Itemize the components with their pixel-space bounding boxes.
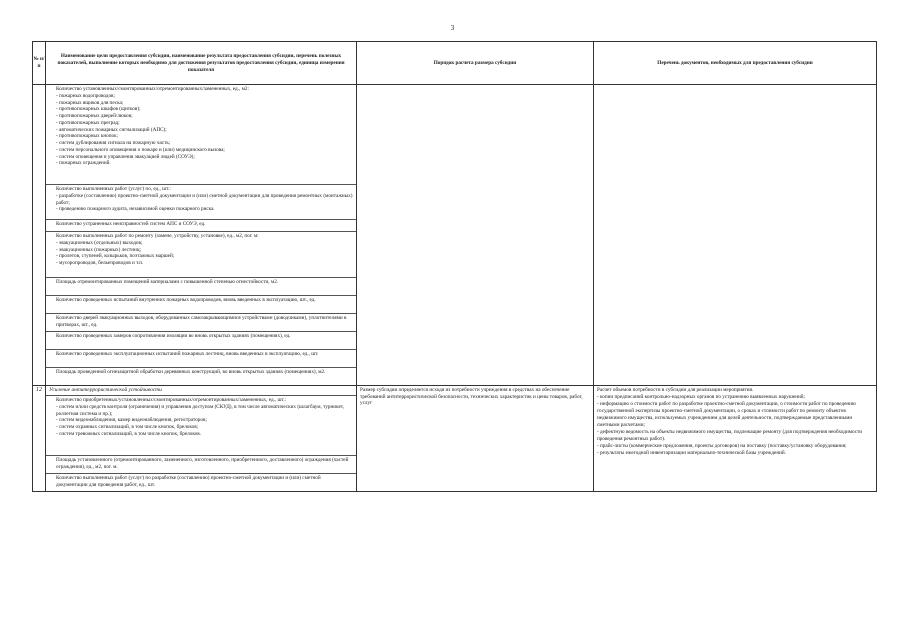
table-row-section-12 (33, 386, 877, 492)
indicator-block: Количество приобретенных/установленных/смонтированных/отремонтированных/замененных, ед., шт.: - систем и/или средств контроля (ограничения) и управления доступом (СКУД), в том числе автоматических (шлагбаум, турникет, роллетная система и пр.); - систем видеонаблюдения, камер видеонаблюдения, регистраторов; - систем охранных сигнализаций, в том числе кнопок, брелоков; - систем тревожных сигнализаций, в том числе кнопок, брелоков. (46, 396, 356, 456)
indicator-block: Количество устраненных неисправностей систем АПС и СОУЭ, ед. (46, 220, 356, 232)
section-title: Усиление антитеррористической устойчивости (46, 386, 356, 396)
indicator-block: Количество проведенных замеров сопротивления изоляции во вновь открытых зданиях (помещениях), ед. (46, 332, 356, 350)
table-row-continued (33, 85, 877, 386)
section-number: 12 (33, 386, 46, 492)
indicator-block: Количество выполненных работ (услуг) по, ед., шт.: - разработке (составлению) проектно-сметной документации и (или) сметной документации для проведения ремонтных (монтажных) работ; - проведению пожарного аудита, независимой оценки пожарного риска. (46, 185, 356, 220)
header-number: № п/п (33, 42, 46, 85)
calculation-text: Размер субсидии определяется исходя из потребности учреждения в средствах на обеспечение требований антитеррористической безопасности, технических характеристик и цены товаров, работ, услуг (360, 387, 583, 407)
cell-documents (594, 386, 877, 492)
indicator-block: Площадь проведенной огнезащитной обработки деревянных конструкций, во вновь открытых зданиях (помещениях), м2. (56, 369, 326, 375)
indicator-block: Количество установленных/смонтированных/отремонтированных/замененных, ед., м2: - пожарных водопроводов; - пожарных ящиков для песка; - противопожарных шкафов (щитков); - противопожарных дверей/люков; - противопожарных преград; - автоматических пожарных сигнализаций (АПС); - противопожарных кнопок; - систем дублирования сигнала на пожарную часть; - систем персонального оповещения о пожаре и (или) медицинского вызова; - систем оповещения и управления эвакуацией людей (СОУЭ); - пожарных ограждений. (46, 85, 356, 185)
cell-calculation-empty (357, 85, 594, 386)
indicator-block: Количество проведенных испытаний внутренних пожарных водопроводов, вновь введенных в эксплуатацию, шт., ед. (46, 296, 356, 314)
indicator-block: Площадь установленного (отремонтированного, замененного, изготовленного, приобретенного, доставленного) ограждения (частей ограждения), ед., м2, пог. м. (46, 456, 356, 474)
cell-number-empty (33, 85, 46, 386)
cell-indicators-continued (46, 85, 357, 386)
indicator-block: Количество дверей эвакуационных выходов, оборудованных самозакрывающимися устройствами (доводчиками), уплотнителями в притворах, шт., ед. (46, 314, 356, 332)
cell-documents-empty (594, 85, 877, 386)
subsidy-table (32, 41, 877, 492)
indicator-block: Количество выполненных работ (услуг) по разработке (составлению) проектно-сметной документации и (или) сметной документации для проведения работ, ед., шт. (56, 475, 321, 488)
indicator-block: Количество выполненных работ по ремонту (замене, устройству, установке), ед., м2, пог. м: - эвакуационных (отдельных) выходов; - эвакуационных (пожарных) лестниц; - пролетов, ступеней, козырьков, поэтажных маршей; - мусоропроводов, бельепроводов и т.п. (46, 232, 356, 278)
header-documents: Перечень документов, необходимых для предоставления субсидии (594, 42, 877, 85)
indicator-block: Количество проведенных эксплуатационных испытаний пожарных лестниц, вновь введенных в эксплуатацию, ед., шт. (46, 350, 356, 368)
indicator-block: Площадь отремонтированных помещений материалами с повышенной степенью огнестойкости, м2. (46, 278, 356, 296)
header-calculation: Порядок расчета размера субсидии (357, 42, 594, 85)
documents-text: Расчет объемов потребности в субсидии для реализации мероприятия. - копии предписаний контрольно-надзорных органов по устранению выявленных нарушений; - информацию о стоимости работ по разработке проектно-сметной документации, о стоимости работ по проведению государственной экспертизы проектно-сметной документации, о сроках и стоимости работ по ремонту объектов недвижимого имущества, используемых учреждением для целей деятельности, подтверждаемые представленными сметными расчетами; - дефектную ведомость на объекты недвижимого имущества, подлежащие ремонту (для подтверждения необходимости проведения ремонтных работ). - прайс-листы (коммерческие предложения, проекты договоров) на поставку (поставку/установку оборудования; - результаты ежегодной инвентаризации материально-технической базы учреждений. (597, 387, 863, 456)
table-header-row (33, 42, 877, 85)
page-number: 3 (450, 24, 455, 32)
cell-section-12-indicators (46, 386, 357, 492)
header-purpose: Наименование цели предоставления субсидии, наименование результата предоставления субсидии, перечень полезных показателей, выполнение которых необходимо для достижения результатов предоставления субсидии, единица измерения показателя (46, 42, 357, 85)
cell-calculation (357, 386, 594, 492)
